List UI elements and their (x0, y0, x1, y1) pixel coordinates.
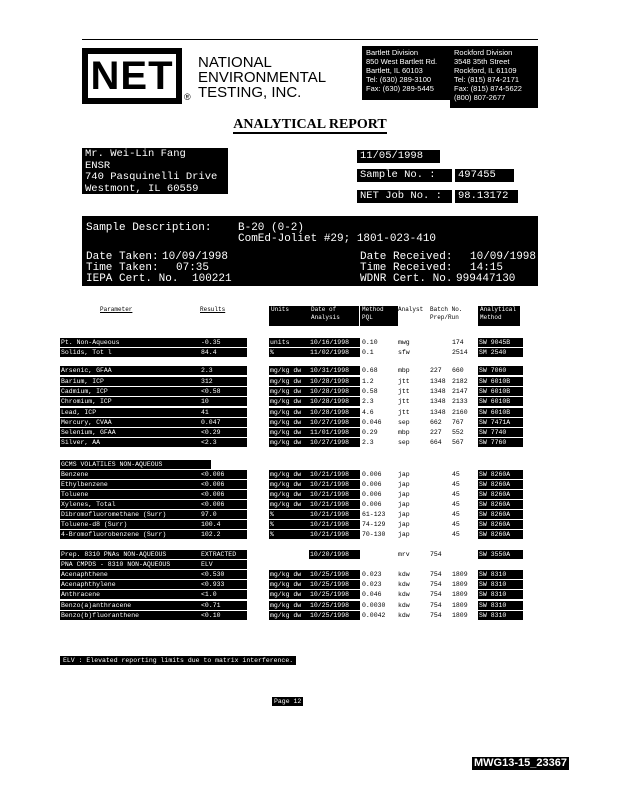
time-taken-value: 07:35 (176, 262, 210, 274)
row-pql: 1.2 (362, 378, 374, 385)
row-run: 45 (452, 511, 460, 518)
row-date: 10/25/1998 (309, 601, 360, 610)
header-batch (430, 306, 462, 322)
row-run: 2147 (452, 388, 468, 395)
table-row (60, 590, 538, 599)
row-run: 567 (452, 439, 464, 446)
row-method: SW 8260A (478, 490, 523, 499)
table-row (60, 520, 538, 529)
row-analyst: kdw (398, 591, 410, 598)
header-analytical-1: Analytical (480, 306, 517, 313)
row-run: 1809 (452, 581, 468, 588)
row-pql: 0.58 (362, 388, 378, 395)
date-received-label: Date Received: (360, 251, 453, 263)
row-parameter: Silver, AA (60, 438, 211, 447)
row-units: mg/kg dw (269, 397, 310, 406)
iepa-cert-label: IEPA Cert. No. (86, 273, 179, 285)
row-prep: 1348 (430, 409, 446, 416)
header-date-2: Analysis (311, 314, 340, 321)
row-pql: 4.6 (362, 409, 374, 416)
row-analyst: jtt (398, 409, 410, 416)
row-pql: 61-123 (362, 511, 386, 518)
row-date: 10/16/1998 (309, 338, 360, 347)
registered-mark: ® (184, 92, 191, 102)
header-method-2: PQL (362, 314, 373, 321)
row-units: % (269, 510, 310, 519)
table-row (60, 530, 538, 539)
row-units: mg/kg dw (269, 418, 310, 427)
row-method: SW 8310 (478, 590, 523, 599)
row-method: SW 8260A (478, 510, 523, 519)
row-analyst: jtt (398, 388, 410, 395)
table-row (60, 500, 538, 509)
date-taken-label: Date Taken: (86, 251, 159, 263)
wdnr-cert-value: 999447130 (456, 273, 516, 285)
row-units: units (269, 338, 310, 347)
row-parameter: Benzo(b)fluoranthene (60, 611, 211, 620)
row-result: <1.0 (200, 590, 247, 599)
row-parameter: Mercury, CVAA (60, 418, 211, 427)
row-date: 10/21/1998 (309, 520, 360, 529)
row-prep: 1348 (430, 388, 446, 395)
row-analyst: jap (398, 521, 410, 528)
company-line-2: ENVIRONMENTAL (198, 69, 327, 86)
company-line-1: NATIONAL (198, 54, 272, 71)
row-date: 10/28/1998 (309, 408, 360, 417)
row-analyst: kdw (398, 602, 410, 609)
row-result: <0.58 (200, 387, 247, 396)
row-units: mg/kg dw (269, 580, 310, 589)
row-parameter: 4-Bromofluorobenzene (Surr) (60, 530, 211, 539)
row-result: 102.2 (200, 530, 247, 539)
row-prep: 664 (430, 439, 442, 446)
row-prep: 754 (430, 602, 442, 609)
row-analyst: sfw (398, 349, 410, 356)
row-parameter: Ethylbenzene (60, 480, 211, 489)
row-analyst: mwg (398, 339, 410, 346)
table-row (60, 438, 538, 447)
row-date: 10/25/1998 (309, 580, 360, 589)
row-date: 10/25/1998 (309, 590, 360, 599)
row-parameter: Barium, ICP (60, 377, 211, 386)
row-run: 660 (452, 367, 464, 374)
row-result: <0.29 (200, 428, 247, 437)
row-date: 10/28/1998 (309, 377, 360, 386)
wdnr-cert-label: WDNR Cert. No. (360, 273, 453, 285)
company-name (198, 55, 326, 100)
row-pql: 0.0042 (362, 612, 386, 619)
row-result: -0.35 (200, 338, 247, 347)
row-analyst: jap (398, 481, 410, 488)
company-line-3: TESTING, INC. (198, 84, 302, 101)
row-date: 10/25/1998 (309, 570, 360, 579)
row-parameter: Toluene (60, 490, 211, 499)
row-prep: 227 (430, 429, 442, 436)
row-method: SW 8260A (478, 530, 523, 539)
row-analyst: kdw (398, 612, 410, 619)
row-date: 10/27/1998 (309, 418, 360, 427)
iepa-cert-value: 100221 (192, 273, 232, 285)
row-units: mg/kg dw (269, 570, 310, 579)
row-units: mg/kg dw (269, 387, 310, 396)
row-prep: 227 (430, 367, 442, 374)
row-prep: 754 (430, 612, 442, 619)
header-analytical-2: Method (480, 314, 502, 321)
row-method: SW 7760 (478, 438, 523, 447)
row-analyst: jap (398, 531, 410, 538)
sample-no-label: Sample No. : (357, 169, 452, 182)
row-analyst: jtt (398, 378, 410, 385)
row-result: 100.4 (200, 520, 247, 529)
row-run: 2514 (452, 349, 468, 356)
table-row (60, 510, 538, 519)
footnote: ELV : Elevated reporting limits due to matrix interference. (60, 656, 296, 665)
row-date: 10/21/1998 (309, 530, 360, 539)
rockford-division-block (450, 46, 538, 108)
row-prep: 754 (430, 581, 442, 588)
bartlett-line: Fax: (630) 289-5445 (366, 84, 434, 93)
row-analyst: jap (398, 511, 410, 518)
rockford-line: Rockford, IL 61109 (454, 66, 517, 75)
table-row (60, 377, 538, 386)
report-title-text: ANALYTICAL REPORT (233, 117, 387, 132)
row-method: SW 3550A (478, 550, 523, 559)
row-method: SW 7471A (478, 418, 523, 427)
row-analyst: kdw (398, 571, 410, 578)
row-units: mg/kg dw (269, 490, 310, 499)
row-prep: 754 (430, 591, 442, 598)
row-pql: 2.3 (362, 398, 374, 405)
row-method: SW 8310 (478, 611, 523, 620)
header-date (309, 306, 359, 326)
row-date: 10/21/1998 (309, 490, 360, 499)
table-row (60, 397, 538, 406)
row-pql: 0.10 (362, 339, 378, 346)
row-parameter: PNA CMPDS - 8310 NON-AQUEOUS (60, 560, 211, 569)
row-pql: 0.006 (362, 491, 382, 498)
row-prep: 754 (430, 571, 442, 578)
row-parameter: Lead, ICP (60, 408, 211, 417)
table-row (60, 570, 538, 579)
row-prep: 1348 (430, 398, 446, 405)
header-method-pql (360, 306, 398, 326)
row-pql: 70-130 (362, 531, 386, 538)
row-result: <0.006 (200, 480, 247, 489)
row-run: 1809 (452, 591, 468, 598)
row-run: 2133 (452, 398, 468, 405)
rockford-line: Rockford Division (454, 48, 513, 57)
row-analyst: mrv (398, 551, 410, 558)
row-result: <0.10 (200, 611, 247, 620)
row-units: % (269, 348, 310, 357)
row-run: 2182 (452, 378, 468, 385)
rockford-line: Fax: (815) 874-5622 (454, 84, 522, 93)
row-pql: 0.046 (362, 419, 382, 426)
table-row (60, 428, 538, 437)
page-number: Page 12 (274, 698, 302, 705)
header-batch-2: Prep/Run (430, 314, 459, 321)
sample-description-box (82, 216, 538, 286)
document-id: MWG13-15_23367 (474, 757, 567, 769)
row-date: 10/25/1998 (309, 611, 360, 620)
table-row (60, 490, 538, 499)
row-result: 10 (200, 397, 247, 406)
row-method: SW 8260A (478, 480, 523, 489)
row-run: 1809 (452, 602, 468, 609)
date-taken-value: 10/09/1998 (162, 251, 229, 263)
net-logo: NET (82, 48, 182, 104)
row-method: SW 8310 (478, 580, 523, 589)
row-date: 10/31/1998 (309, 366, 360, 375)
time-received-label: Time Received: (360, 262, 453, 274)
row-units: mg/kg dw (269, 366, 310, 375)
row-parameter: Solids, Tot l (60, 348, 211, 357)
row-pql: 0.0030 (362, 602, 386, 609)
table-row (60, 338, 538, 347)
row-parameter: Pt. Non-Aqueous (60, 338, 211, 347)
row-parameter: Dibromofluoromethane (Surr) (60, 510, 211, 519)
row-date: 10/21/1998 (309, 480, 360, 489)
row-parameter: Prep. 8310 PNAs NON-AQUEOUS (60, 550, 211, 559)
row-run: 1809 (452, 571, 468, 578)
row-method: SW 6010B (478, 387, 523, 396)
row-analyst: jtt (398, 398, 410, 405)
row-parameter: Toluene-d8 (Surr) (60, 520, 211, 529)
row-pql: 74-129 (362, 521, 386, 528)
table-header (60, 306, 538, 326)
table-row (60, 560, 538, 569)
header-analyst: Analyst (398, 306, 424, 313)
row-method: SW 7060 (478, 366, 523, 375)
top-rule (82, 39, 538, 40)
row-analyst: sep (398, 439, 410, 446)
row-run: 45 (452, 501, 460, 508)
row-pql: 0.29 (362, 429, 378, 436)
row-result: 2.3 (200, 366, 247, 375)
row-pql: 0.006 (362, 501, 382, 508)
row-units: % (269, 520, 310, 529)
row-units: mg/kg dw (269, 601, 310, 610)
row-result: <0.006 (200, 500, 247, 509)
client-line: Westmont, IL 60559 (85, 182, 199, 195)
row-units: mg/kg dw (269, 590, 310, 599)
table-row (60, 550, 538, 559)
row-pql: 0.006 (362, 481, 382, 488)
header-batch-1: Batch No. (430, 306, 463, 313)
row-analyst: jap (398, 501, 410, 508)
bartlett-line: Bartlett, IL 60103 (366, 66, 423, 75)
row-prep: 754 (430, 551, 442, 558)
header-units: Units (269, 306, 311, 326)
row-parameter: Arsenic, GFAA (60, 366, 211, 375)
row-result: <2.3 (200, 438, 247, 447)
row-date: 11/01/1998 (309, 428, 360, 437)
row-result: ELV (200, 560, 247, 569)
row-pql: 0.046 (362, 591, 382, 598)
row-date: 11/02/1998 (309, 348, 360, 357)
table-row (60, 611, 538, 620)
row-analyst: kdw (398, 581, 410, 588)
row-parameter: Xylenes, Total (60, 500, 211, 509)
table-row (60, 601, 538, 610)
row-run: 45 (452, 531, 460, 538)
bartlett-line: Tel: (630) 289-3100 (366, 75, 432, 84)
row-parameter: Benzene (60, 470, 211, 479)
row-run: 45 (452, 521, 460, 528)
rockford-line: 3548 35th Street (454, 57, 510, 66)
row-result: <0.71 (200, 601, 247, 610)
row-pql: 2.3 (362, 439, 374, 446)
header-parameter: Parameter (100, 306, 133, 313)
report-date: 11/05/1998 (357, 150, 440, 163)
row-method: SW 6010B (478, 408, 523, 417)
row-result: <0.530 (200, 570, 247, 579)
row-analyst: mbp (398, 367, 410, 374)
row-date: 10/21/1998 (309, 470, 360, 479)
row-method: SW 7740 (478, 428, 523, 437)
report-title (82, 117, 538, 133)
client-line: 740 Pasquinelli Drive (85, 171, 218, 183)
row-analyst: mbp (398, 429, 410, 436)
row-method: SW 9045B (478, 338, 523, 347)
row-units: % (269, 530, 310, 539)
row-prep: 1348 (430, 378, 446, 385)
row-method: SW 6010B (478, 377, 523, 386)
row-date: 10/27/1998 (309, 438, 360, 447)
row-units: mg/kg dw (269, 500, 310, 509)
job-no-value: 98.13172 (455, 190, 518, 203)
client-address (82, 148, 228, 194)
row-run: 45 (452, 491, 460, 498)
row-analyst: sep (398, 419, 410, 426)
header-method-1: Method (362, 306, 384, 313)
row-method: SW 6010B (478, 397, 523, 406)
row-method: SM 2540 (478, 348, 523, 357)
date-received-value: 10/09/1998 (470, 251, 537, 263)
row-date: 10/20/1998 (309, 550, 360, 559)
row-method: SW 8310 (478, 570, 523, 579)
table-row (60, 387, 538, 396)
row-method: SW 8310 (478, 601, 523, 610)
time-received-value: 14:15 (470, 262, 504, 274)
row-result: <0.006 (200, 470, 247, 479)
row-parameter: Acenaphthene (60, 570, 211, 579)
row-result: 41 (200, 408, 247, 417)
bartlett-division-block (362, 46, 452, 100)
table-row (60, 480, 538, 489)
row-pql: 0.68 (362, 367, 378, 374)
row-parameter: Selenium, GFAA (60, 428, 211, 437)
row-parameter: GCMS VOLATILES NON-AQUEOUS (60, 460, 211, 469)
row-run: 45 (452, 471, 460, 478)
row-result: <0.933 (200, 580, 247, 589)
row-result: 0.047 (200, 418, 247, 427)
row-units: mg/kg dw (269, 377, 310, 386)
table-row (60, 366, 538, 375)
client-line: ENSR (85, 159, 111, 172)
row-pql: 0.023 (362, 571, 382, 578)
row-run: 552 (452, 429, 464, 436)
row-units: mg/kg dw (269, 480, 310, 489)
row-units: mg/kg dw (269, 408, 310, 417)
row-prep: 662 (430, 419, 442, 426)
client-line: Mr. Wei-Lin Fang (85, 148, 186, 160)
row-date: 10/21/1998 (309, 500, 360, 509)
row-analyst: jap (398, 491, 410, 498)
row-parameter: Chromium, ICP (60, 397, 211, 406)
time-taken-label: Time Taken: (86, 262, 159, 274)
row-units: mg/kg dw (269, 428, 310, 437)
header-analytical-method (478, 306, 520, 326)
row-run: 174 (452, 339, 464, 346)
row-units: mg/kg dw (269, 611, 310, 620)
row-method: SW 8260A (478, 500, 523, 509)
row-pql: 0.1 (362, 349, 374, 356)
row-parameter: Cadmium, ICP (60, 387, 211, 396)
row-result: 312 (200, 377, 247, 386)
row-date: 10/28/1998 (309, 397, 360, 406)
sample-no-value: 497455 (455, 169, 514, 182)
row-parameter: Anthracene (60, 590, 211, 599)
row-date: 10/21/1998 (309, 510, 360, 519)
bartlett-line: 850 West Bartlett Rd. (366, 57, 438, 66)
description-label: Sample Description: (86, 222, 212, 234)
table-row (60, 348, 538, 357)
row-method: SW 8260A (478, 470, 523, 479)
table-row (60, 580, 538, 589)
row-analyst: jap (398, 471, 410, 478)
header-results: Results (200, 306, 226, 313)
row-result: EXTRACTED (200, 550, 247, 559)
row-run: 2160 (452, 409, 468, 416)
row-result: 97.0 (200, 510, 247, 519)
row-run: 1809 (452, 612, 468, 619)
job-no-label: NET Job No. : (357, 190, 452, 203)
row-units: mg/kg dw (269, 470, 310, 479)
rockford-line: (800) 807-2677 (454, 93, 506, 102)
row-run: 45 (452, 481, 460, 488)
table-row (60, 470, 538, 479)
row-method: SW 8260A (478, 520, 523, 529)
row-pql: 0.023 (362, 581, 382, 588)
description-line-2: ComEd-Joliet #29; 1801-023-410 (238, 233, 437, 245)
table-row (60, 418, 538, 427)
row-run: 767 (452, 419, 464, 426)
table-row (60, 408, 538, 417)
row-result: <0.006 (200, 490, 247, 499)
bartlett-line: Bartlett Division (366, 48, 419, 57)
table-row (60, 460, 538, 469)
row-parameter: Benzo(a)anthracene (60, 601, 211, 610)
rockford-line: Tel: (815) 874-2171 (454, 75, 520, 84)
row-pql: 0.006 (362, 471, 382, 478)
row-parameter: Acenaphthylene (60, 580, 211, 589)
row-result: 84.4 (200, 348, 247, 357)
row-date: 10/28/1998 (309, 387, 360, 396)
row-units: mg/kg dw (269, 438, 310, 447)
header-date-1: Date of (311, 306, 337, 313)
description-line-1: B-20 (0-2) (238, 222, 305, 234)
